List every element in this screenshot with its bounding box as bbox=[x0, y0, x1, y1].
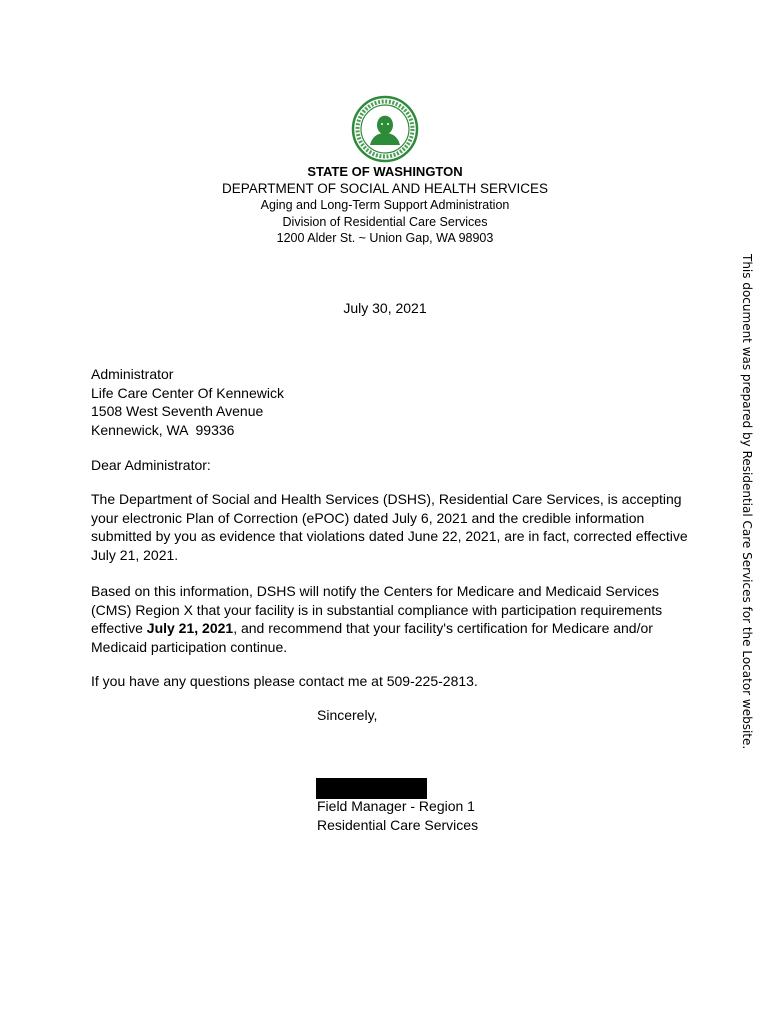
letterhead-address: 1200 Alder St. ~ Union Gap, WA 98903 bbox=[276, 231, 494, 245]
recipient-street: 1508 West Seventh Avenue bbox=[91, 403, 264, 419]
recipient-city: Kennewick, WA 99336 bbox=[91, 421, 235, 438]
letterhead-department: DEPARTMENT OF SOCIAL AND HEALTH SERVICES bbox=[221, 180, 549, 196]
recipient-title: Administrator bbox=[91, 366, 174, 382]
paragraph-acceptance: The Department of Social and Health Services (DSHS), Residential Care Services, is accepting your electronic Plan of Correction (ePOC) dated July 6, 2021 and the credible information submitted by you as evidence that violations dated June 22, 2021, are in fact, corrected effective July 21, 2021. bbox=[91, 491, 688, 563]
letterhead bbox=[0, 164, 770, 247]
recipient-address bbox=[91, 365, 691, 439]
letter-date: July 30, 2021 bbox=[343, 300, 427, 316]
closing: Sincerely, bbox=[317, 707, 378, 723]
signature-block bbox=[317, 797, 478, 834]
paragraph-compliance-start: Based on this information, DSHS will notify the Centers for Medicare and Medicaid Services (CMS) Region X that your facility is in substantial compliance with participation requirements effective bbox=[91, 583, 663, 636]
redacted-name bbox=[316, 778, 427, 799]
paragraph-contact: If you have any questions please contact me at 509-225-2813. bbox=[91, 673, 478, 689]
signature-unit: Residential Care Services bbox=[317, 816, 479, 833]
signature-title: Field Manager - Region 1 bbox=[317, 798, 475, 814]
recipient-facility: Life Care Center Of Kennewick bbox=[91, 384, 284, 401]
letterhead-administration: Aging and Long-Term Support Administration bbox=[260, 198, 510, 212]
salutation: Dear Administrator: bbox=[91, 457, 211, 473]
paragraph-compliance bbox=[91, 582, 691, 656]
effective-date: July 21, 2021 bbox=[146, 620, 234, 636]
side-note: This document was prepared by Residential Care Services for the Locator website. bbox=[740, 254, 754, 750]
letterhead-division: Division of Residential Care Services bbox=[282, 214, 488, 229]
letterhead-state: STATE OF WASHINGTON bbox=[307, 164, 463, 179]
washington-state-seal-icon bbox=[351, 95, 419, 163]
paragraph-compliance-end: , and recommend that your facility's certification for Medicare and/or Medicaid participation continue. bbox=[91, 620, 653, 655]
